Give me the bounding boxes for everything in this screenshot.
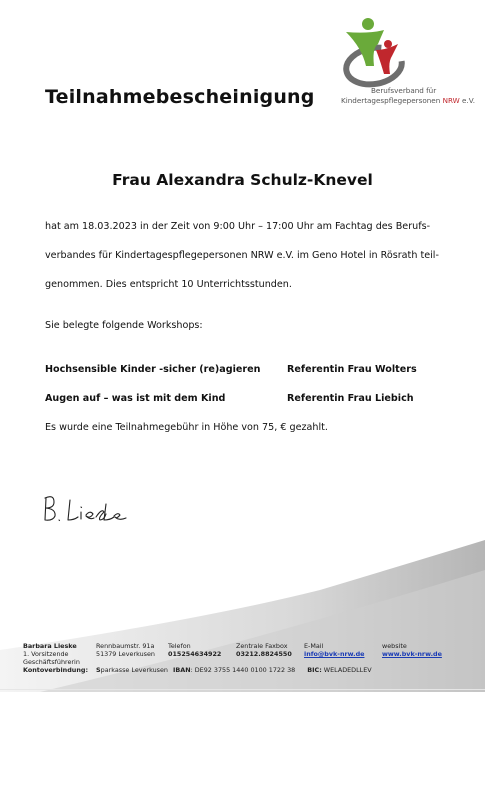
footer-iban: : DE92 3755 1440 0100 1722 38: [190, 666, 296, 674]
footer-role-2: Geschäftsführerin: [23, 658, 80, 666]
footer-role: 1. Vorsitzende: [23, 650, 69, 658]
body-line-3: genommen. Dies entspricht 10 Unterrichtsstunden.: [45, 279, 292, 290]
footer-bank-name: parkasse Leverkusen: [100, 666, 168, 674]
org-name-suffix: e.V.: [459, 96, 476, 105]
body-line-1: hat am 18.03.2023 in der Zeit von 9:00 Uhr – 17:00 Uhr am Fachtag des Berufs-: [45, 221, 431, 232]
fee-statement: Es wurde eine Teilnahmegebühr in Höhe von 75, € gezahlt.: [45, 422, 328, 433]
footer-bank-initial: S: [96, 666, 101, 674]
footer-email-link[interactable]: info@bvk-nrw.de: [304, 650, 365, 658]
footer-phone-label: Telefon: [168, 642, 191, 650]
body-line-2: verbandes für Kindertagespflegepersonen NRW e.V. im Geno Hotel in Rösrath teil-: [45, 250, 439, 261]
footer-name: Barbara Lieske: [23, 642, 77, 650]
footer-fax-label: Zentrale Faxbox: [236, 642, 288, 650]
recipient-name: Frau Alexandra Schulz-Knevel: [112, 171, 373, 189]
document-title: Teilnahmebescheinigung: [45, 86, 315, 108]
footer-bic: WELADEDLLEV: [321, 666, 372, 674]
org-name-line1: Berufsverband für: [371, 86, 437, 95]
footer-fax: 03212.8824550: [236, 650, 292, 658]
footer-bank-line: [23, 666, 372, 674]
footer-iban-label: IBAN: [173, 666, 191, 674]
handwritten-signature: [40, 490, 130, 530]
footer-email-label: E-Mail: [304, 642, 324, 650]
workshop-speaker: Referentin Frau Liebich: [287, 393, 414, 404]
footer-divider: [0, 689, 485, 690]
footer-phone: 015254634922: [168, 650, 222, 658]
footer-web-label: website: [382, 642, 407, 650]
workshop-title: Hochsensible Kinder -sicher (re)agieren: [45, 364, 261, 375]
footer-account-label: Kontoverbindung:: [23, 666, 88, 674]
org-name-nrw: NRW: [442, 96, 460, 105]
org-name-part: Kindertagespflegepersonen: [341, 96, 443, 105]
footer-city: 51379 Leverkusen: [96, 650, 155, 658]
footer-bic-label: BIC:: [307, 666, 322, 674]
org-name-line2: [341, 96, 475, 105]
workshop-speaker: Referentin Frau Wolters: [287, 364, 417, 375]
footer-street: Rennbaumstr. 91a: [96, 642, 155, 650]
workshop-title: Augen auf – was ist mit dem Kind: [45, 393, 226, 404]
workshops-intro: Sie belegte folgende Workshops:: [45, 320, 203, 331]
footer-web-link[interactable]: www.bvk-nrw.de: [382, 650, 442, 658]
